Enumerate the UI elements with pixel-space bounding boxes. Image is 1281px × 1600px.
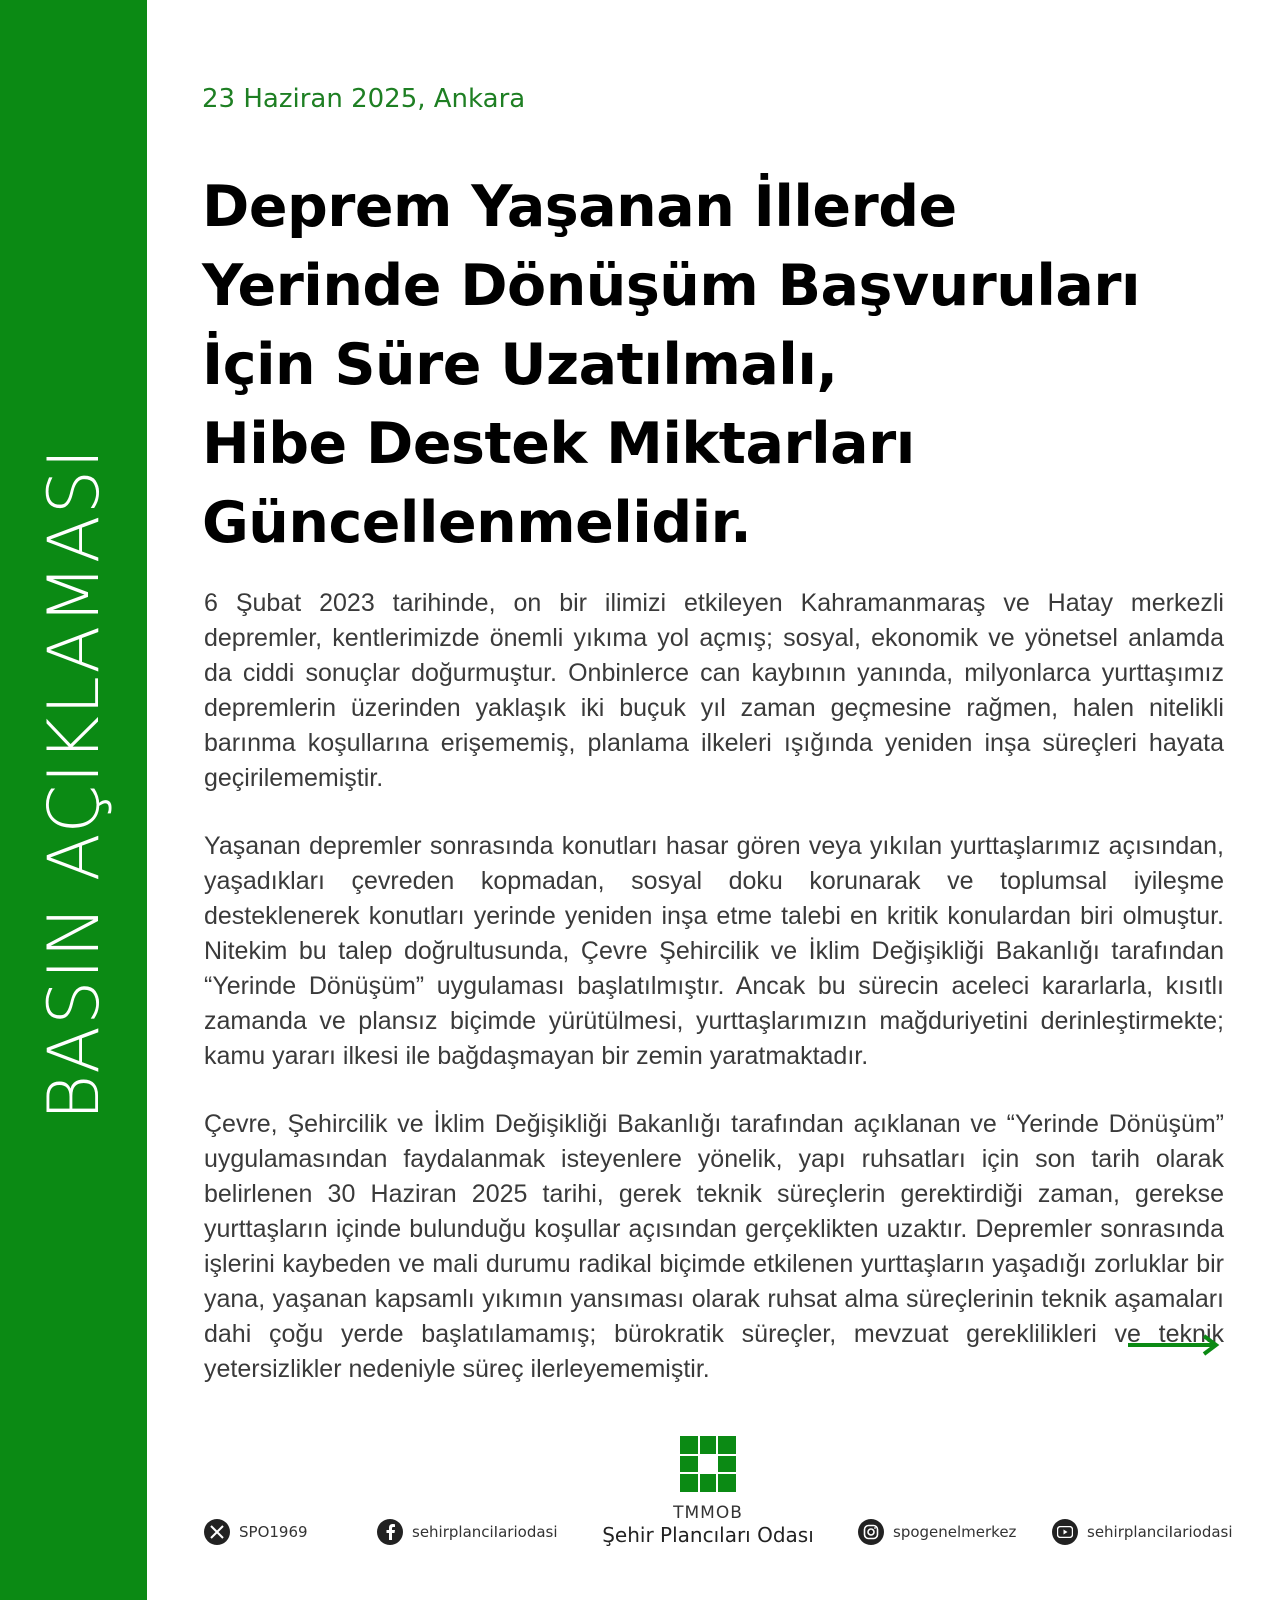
headline-line-5: Güncellenmelidir. bbox=[202, 490, 752, 556]
social-youtube-handle: sehirplanciIariodasi bbox=[1087, 1523, 1233, 1541]
headline bbox=[202, 168, 1272, 563]
social-instagram[interactable] bbox=[858, 1519, 1016, 1545]
social-x-handle: SPO1969 bbox=[239, 1523, 308, 1541]
youtube-icon bbox=[1052, 1519, 1078, 1545]
spo-logo bbox=[680, 1436, 736, 1492]
social-x[interactable] bbox=[204, 1519, 308, 1545]
x-icon bbox=[204, 1519, 230, 1545]
instagram-icon bbox=[858, 1519, 884, 1545]
headline-line-4: Hibe Destek Miktarları bbox=[202, 411, 915, 477]
headline-line-1: Deprem Yaşanan İllerde bbox=[202, 174, 957, 240]
headline-line-2: Yerinde Dönüşüm Başvuruları bbox=[202, 253, 1141, 319]
facebook-icon bbox=[377, 1519, 403, 1545]
social-facebook[interactable] bbox=[377, 1519, 558, 1545]
headline-line-3: İçin Süre Uzatılmalı, bbox=[202, 332, 838, 398]
social-instagram-handle: spogenelmerkez bbox=[893, 1523, 1017, 1541]
paragraph-3: Çevre, Şehircilik ve İklim Değişikliği Bakanlığı tarafından açıklanan ve “Yerinde Dönüşüm” uygulamasından faydalanmak isteyenlere yönelik, yapı ruhsatları için son tarih olarak belirlenen 30 Haziran 2025 tarihi, gerek teknik süreçlerin gerektirdiği zaman, gerekse yurttaşların içinde bulunduğu koşullar açısından gerçeklikten uzaktır. Depremler sonrasında işlerini kaybeden ve mali durumu radikal biçimde etkilenen yurttaşların yaşadığı zorluklar bir yana, yaşanan kapsamlı yıkımın yansıması olarak ruhsat alma süreçlerinin teknik aşamaları dahi çoğu yerde başlatılamamış; bürokratik süreçler, mevzuat gereklilikleri ve teknik yetersizlikler nedeniyle süreç ilerleyememiştir. bbox=[204, 1110, 1224, 1383]
sidebar-band bbox=[0, 0, 147, 1600]
org-name: Şehir Plancıları Odası bbox=[602, 1523, 814, 1547]
paragraph-2: Yaşanan depremler sonrasında konutları hasar gören veya yıkılan yurttaşlarımız açısından, yaşadıkları çevreden kopmadan, sosyal doku korunarak ve toplumsal iyileşme desteklenerek konutları yerinde yeniden inşa etme talebi en kritik konulardan biri olmuştur. Nitekim bu talep doğrultusunda, Çevre Şehircilik ve İklim Değişikliği Bakanlığı tarafından “Yerinde Dönüşüm” uygulaması başlatılmıştır. Ancak bu sürecin aceleci kararlarla, kısıtlı zamanda ve plansız biçimde yürütülmesi, yurttaşlarımızın mağduriyetini derinleştirmekte; kamu yararı ilkesi ile bağdaşmayan bir zemin yaratmaktadır. bbox=[204, 832, 1224, 1070]
arrow-right-icon[interactable] bbox=[1128, 1333, 1224, 1357]
paragraph-1: 6 Şubat 2023 tarihinde, on bir ilimizi etkileyen Kahramanmaraş ve Hatay merkezli depremler, kentlerimizde önemli yıkıma yol açmış; sosyal, ekonomik ve yönetsel anlamda da ciddi sonuçlar doğurmuştur. Onbinlerce can kaybının yanında, milyonlarca yurttaşımız depremlerin üzerinden yaklaşık iki buçuk yıl zaman geçmesine rağmen, halen nitelikli barınma koşullarına erişememiş, planlama ilkeleri ışığında yeniden inşa süreçleri hayata geçirilememiştir. bbox=[204, 589, 1224, 792]
date-location: 23 Haziran 2025, Ankara bbox=[202, 84, 526, 114]
social-youtube[interactable] bbox=[1052, 1519, 1233, 1545]
sidebar-label: BASIN AÇIKLAMASI bbox=[33, 447, 115, 1121]
social-facebook-handle: sehirplanciIariodasi bbox=[412, 1523, 558, 1541]
org-parent: TMMOB bbox=[673, 1503, 743, 1523]
body-text bbox=[204, 586, 1224, 1420]
